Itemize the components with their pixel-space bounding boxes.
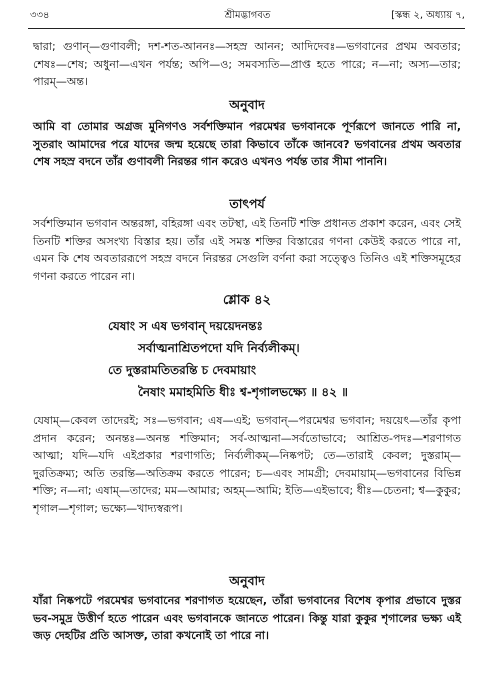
purport-text: সর্বশক্তিমান ভগবান অন্তরঙ্গা, বহিরঙ্গা এবং তটস্থা, এই তিনটি শক্তি প্রধানত প্রকাশ করেন, এবং সেই তিনটি শক্তির অসংখ্য বিস্তার হয়। তাঁর এই সমস্ত শক্তির বিস্তারের গণনা কেউই করতে পারে না, এমন কি শেষ অবতাররূপে সহস্র বদনে নিরন্তর সেগুলি বর্ণনা করা সত্ত্বেও তিনিও এই শক্তিসমূহের গণনা করতে পারেন না। bbox=[33, 217, 461, 283]
verse-line-4: নৈষাং মমাহমিতি ধীঃ শ্ব-শৃগালভক্ষ্যে ॥ ৪২ ॥ bbox=[138, 385, 348, 399]
verse-line-3: তে দুস্তরামতিতরন্তি চ দেবমায়াং bbox=[108, 363, 257, 377]
synonyms-top bbox=[33, 38, 461, 91]
translation-1-text: আমি বা তোমার অগ্রজ মুনিগণও সর্বশক্তিমান পরমেশ্বর ভগবানকে পূর্ণরূপে জানতে পারি না, সুতরাং আমাদের পরে যাদের জন্ম হয়েছে তারা কিভাবে তাঁকে জানবে? ভগবানের প্রথম অবতার শেষ সহস্র বদনে তাঁর গুণাবলী নিরন্তর গান করেও এখনও পর্যন্ত তার সীমা পাননি। bbox=[33, 120, 461, 168]
purport bbox=[33, 215, 461, 285]
translation-heading-wrap bbox=[33, 96, 461, 118]
running-title: শ্রীমদ্ভাগবত bbox=[224, 10, 271, 21]
verse-line-2: সর্বাত্মনাশ্রিতপদো যদি নির্ব্যলীকম্। bbox=[138, 341, 300, 355]
purport-heading: তাৎপর্য bbox=[229, 196, 265, 211]
translation-2-text: যাঁরা নিষ্কপটে পরমেশ্বর ভগবানের শরণাগত হয়েছেন, তাঁরা ভগবানের বিশেষ কৃপার প্রভাবে দুস্তর ভব-সমুদ্র উত্তীর্ণ হতে পারেন এবং ভগবানকে জানতে পারেন। কিন্তু যারা কুকুর শৃগালের ভক্ষ্য এই জড় দেহটির প্রতি আসক্ত, তারা কখনোই তা পারে না। bbox=[33, 594, 461, 642]
page-header bbox=[30, 8, 465, 24]
synonyms-verse bbox=[33, 412, 461, 517]
verse-heading-wrap bbox=[33, 292, 461, 314]
synonyms-verse-text: যেষাম্—কেবল তাদেরই; সঃ—ভগবান; এষ—এই; ভগবান্—পরমেশ্বর ভগবান; দয়য়েৎ—তাঁর কৃপা প্রদান করেন; অনন্তঃ—অনন্ত শক্তিমান; সর্ব-আত্মনা—সর্বতোভাবে; আশ্রিত-পদঃ—শরণাগত আত্মা; যদি—যদি এইপ্রকার শরণাগতি; নির্ব্যলীকম্—নিষ্কপট; তে—তারাই কেবল; দুস্তরাম্—দুরতিক্রম্য; অতি তরন্তি—অতিক্রম করতে পারেন; চ—এবং সামগ্রী; দেবমায়াম্—ভগবানের বিভিন্ন শক্তি; ন—না; এষাম্—তাদের; মম—আমার; অহম্—আমি; ইতি—এইভাবে; ধীঃ—চেতনা; শ্ব—কুকুর; শৃগাল—শৃগাল; ভক্ষ্যে—খাদ্যস্বরূপ। bbox=[33, 414, 461, 515]
verse-heading: শ্লোক ৪২ bbox=[222, 293, 272, 308]
synonyms-top-text: দ্বারা; গুণান্—গুণাবলী; দশ-শত-আননঃ—সহস্র আনন; আদিদেবঃ—ভগবানের প্রথম অবতার; শেষঃ—শেষ; অধুনা—এখন পর্যন্ত; অপি—ও; সমবস্যতি—প্রাপ্ত হতে পারে; ন—না; অস্য—তার; পারম্—অন্ত। bbox=[33, 40, 461, 88]
verse-line-1: যেষাং স এষ ভগবান্ দয়য়েদনন্তঃ bbox=[108, 319, 263, 333]
header-rule bbox=[28, 28, 465, 29]
page-number: ৩৩৪ bbox=[30, 10, 50, 21]
chapter-reference: [স্কন্ধ ২, অধ্যায় ৭, bbox=[391, 10, 465, 21]
translation-2 bbox=[33, 592, 461, 645]
translation-1 bbox=[33, 118, 461, 171]
translation-heading-2-wrap bbox=[33, 572, 461, 594]
translation-heading: অনুবাদ bbox=[229, 97, 265, 112]
translation-heading-2: অনুবাদ bbox=[229, 573, 265, 588]
purport-heading-wrap bbox=[33, 195, 461, 217]
